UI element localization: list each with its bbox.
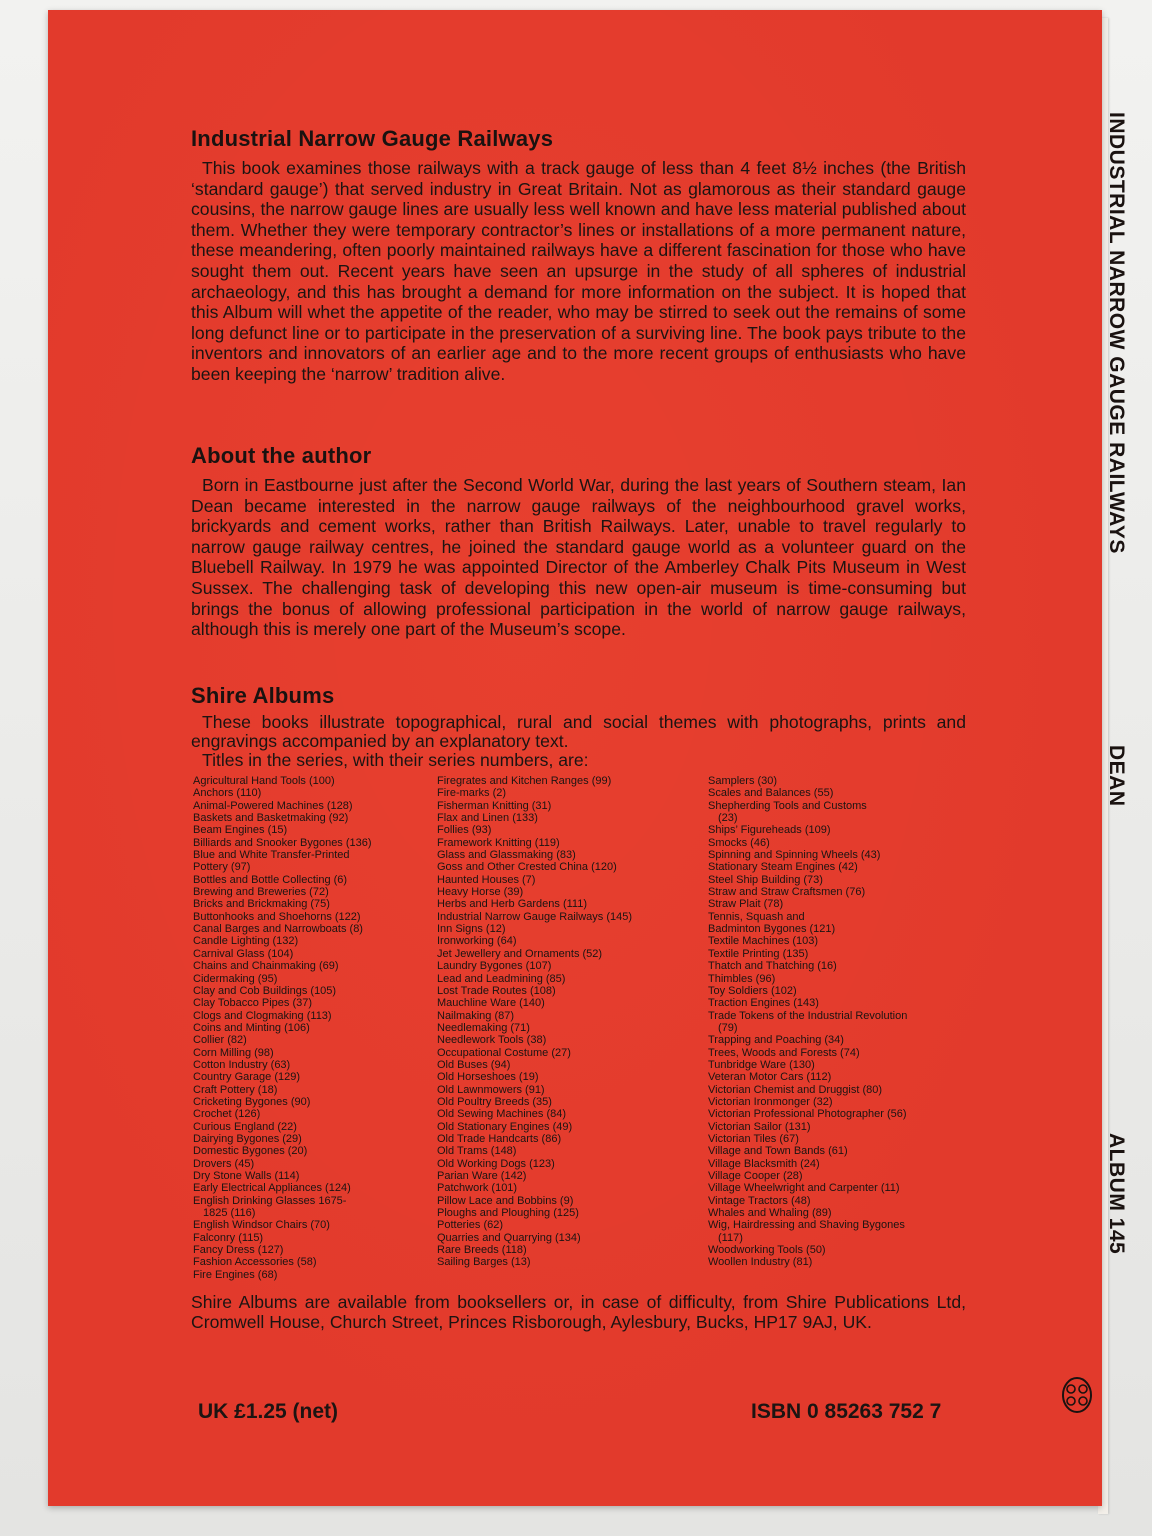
book-title-heading: Industrial Narrow Gauge Railways	[191, 126, 554, 151]
series-title-item: Candle Lighting (132)	[193, 935, 299, 948]
series-title-item: Old Poultry Breeds (35)	[437, 1095, 552, 1108]
series-title-item: Cotton Industry (63)	[193, 1058, 291, 1071]
series-title-item: Ironworking (64)	[437, 935, 517, 948]
series-title-item: Trapping and Poaching (34)	[708, 1034, 844, 1047]
series-title-item: Coins and Minting (106)	[193, 1021, 310, 1034]
book-description-section	[191, 126, 966, 385]
series-title-item: Toy Soldiers (102)	[708, 984, 797, 997]
availability-note: Shire Albums are available from booksellers or, in case of difficulty, from Shire Publications Ltd, Cromwell House, Church Street, Princes Risborough, Aylesbury, Bucks, HP17 9AJ, UK.	[191, 1292, 966, 1332]
series-title-item: Shepherding Tools and Customs	[708, 799, 867, 812]
series-title-item: Drovers (45)	[193, 1157, 255, 1170]
series-title-item: Veteran Motor Cars (112)	[708, 1071, 832, 1084]
spine-author: DEAN	[1105, 745, 1128, 807]
series-title-item: Potteries (62)	[437, 1219, 504, 1232]
series-title-item: Industrial Narrow Gauge Railways (145)	[437, 910, 633, 923]
series-title-item: Fancy Dress (127)	[193, 1244, 284, 1257]
series-title-item: Spinning and Spinning Wheels (43)	[708, 849, 881, 862]
series-title-item: Curious England (22)	[193, 1120, 297, 1133]
isbn-label: ISBN 0 85263 752 7	[751, 1400, 942, 1423]
series-title-item: Corn Milling (98)	[193, 1046, 274, 1059]
series-title-item: Victorian Tiles (67)	[708, 1132, 799, 1145]
series-title-item: Vintage Tractors (48)	[708, 1194, 811, 1207]
series-title-item: Anchors (110)	[193, 787, 262, 800]
series-title-item: Old Working Dogs (123)	[437, 1157, 555, 1170]
series-title-item: Falconry (115)	[193, 1231, 264, 1244]
series-title-item: Textile Printing (135)	[708, 947, 809, 960]
series-title-item: Brewing and Breweries (72)	[193, 886, 329, 899]
series-title-item: Tunbridge Ware (130)	[708, 1058, 815, 1071]
spine-album-number: ALBUM 145	[1105, 1133, 1128, 1255]
series-title-item: Clay and Cob Buildings (105)	[193, 984, 337, 997]
author-heading: About the author	[191, 443, 372, 468]
series-heading: Shire Albums	[191, 683, 335, 708]
series-title-item: (117)	[718, 1231, 743, 1244]
series-title-item: Quarries and Quarrying (134)	[437, 1231, 581, 1244]
series-title-item: Traction Engines (143)	[708, 997, 819, 1010]
series-title-item: Trees, Woods and Forests (74)	[708, 1046, 860, 1059]
series-title-item: Sailing Barges (13)	[437, 1256, 531, 1269]
series-title-item: Billiards and Snooker Bygones (136)	[193, 836, 372, 849]
series-title-item: Chains and Chainmaking (69)	[193, 960, 339, 973]
series-title-item: Rare Breeds (118)	[437, 1244, 527, 1257]
series-title-item: Bottles and Bottle Collecting (6)	[193, 873, 348, 886]
series-title-item: Country Garage (129)	[193, 1071, 300, 1084]
series-title-item: Dry Stone Walls (114)	[193, 1170, 300, 1182]
series-title-item: Straw and Straw Craftsmen (76)	[708, 886, 866, 899]
book-back-cover	[48, 10, 1102, 1506]
series-title-item: Carnival Glass (104)	[193, 947, 294, 960]
book-description: This book examines those railways with a track gauge of less than 4 feet 8½ inches (the British ‘standard gauge’) that served industry in Great Britain. Not as glamorous as their standard gauge cousins, the narrow gauge lines are usually less well known and have less material published about them. Whether they were temporary contractor’s lines or installations of a more permanent nature, these meandering, often poorly maintained railways have a different fascination for those who have sought them out. Recent years have seen an upsurge in the study of all spheres of industrial archaeology, and this has brought a demand for more information on the subject. It is hoped that this Album will whet the appetite of the reader, who may be stirred to seek out the remains of some long defunct line or to participate in the preservation of a surviving line. The book pays tribute to the inventors and innovators of an earlier age and to the more recent groups of enthusiasts who have been keeping the ‘narrow’ tradition alive.	[191, 158, 966, 384]
series-title-item: Firegrates and Kitchen Ranges (99)	[437, 775, 612, 787]
series-title-item: Mauchline Ware (140)	[437, 997, 545, 1010]
series-title-item: Fire-marks (2)	[437, 787, 507, 800]
titles-intro: Titles in the series, with their series numbers, are:	[202, 750, 589, 770]
author-section	[191, 443, 966, 640]
series-title-item: Fire Engines (68)	[193, 1268, 278, 1281]
series-title-item: Jet Jewellery and Ornaments (52)	[437, 947, 603, 960]
series-title-item: Collier (82)	[193, 1034, 247, 1047]
series-title-item: Whales and Whaling (89)	[708, 1207, 832, 1220]
series-title-item: Fashion Accessories (58)	[193, 1256, 317, 1269]
series-title-item: Flax and Linen (133)	[437, 812, 538, 825]
series-title-item: Clay Tobacco Pipes (37)	[193, 997, 313, 1010]
series-title-item: Herbs and Herb Gardens (111)	[437, 898, 587, 911]
series-title-item: Occupational Costume (27)	[437, 1046, 571, 1059]
series-title-item: Heavy Horse (39)	[437, 886, 524, 899]
series-title-item: Lost Trade Routes (108)	[437, 984, 556, 997]
author-bio: Born in Eastbourne just after the Second World War, during the last years of Southern steam, Ian Dean became interested in the narrow gauge railways of the neighbourhood gravel works, brickyards and cement works, rather than British Railways. Later, unable to travel regularly to narrow gauge railway centres, he joined the standard gauge world as a volunteer guard on the Bluebell Railway. In 1979 he was appointed Director of the Amberley Chalk Pits Museum in West Sussex. The challenging task of developing this new open-air museum is time-consuming but brings the bonus of allowing professional participation in the world of narrow gauge railways, although this is merely one part of the Museum’s scope.	[191, 475, 966, 640]
series-title-item: Glass and Glassmaking (83)	[437, 849, 576, 862]
series-title-item: Thatch and Thatching (16)	[708, 960, 837, 973]
series-title-item: Victorian Chemist and Druggist (80)	[708, 1083, 883, 1096]
series-title-item: Blue and White Transfer-Printed	[193, 849, 350, 862]
titles-column-1	[193, 775, 372, 1281]
series-title-item: Victorian Ironmonger (32)	[708, 1095, 833, 1108]
spine-title: INDUSTRIAL NARROW GAUGE RAILWAYS	[1105, 112, 1128, 554]
series-title-item: Ploughs and Ploughing (125)	[437, 1207, 579, 1220]
series-title-item: Follies (93)	[437, 824, 492, 837]
series-title-item: English Drinking Glasses 1675-	[193, 1194, 347, 1207]
series-title-item: Village Blacksmith (24)	[708, 1157, 820, 1170]
series-title-item: Trade Tokens of the Industrial Revolution	[708, 1009, 908, 1022]
series-title-item: Lead and Leadmining (85)	[437, 972, 566, 985]
series-title-item: Goss and Other Crested China (120)	[437, 861, 617, 874]
series-title-item: (79)	[718, 1021, 738, 1034]
series-title-item: Domestic Bygones (20)	[193, 1145, 308, 1158]
series-title-item: Beam Engines (15)	[193, 824, 288, 837]
series-title-item: Ships’ Figureheads (109)	[708, 824, 831, 837]
series-title-item: Old Trade Handcarts (86)	[437, 1132, 562, 1145]
series-section	[191, 683, 966, 770]
titles-column-3	[708, 775, 907, 1269]
series-title-item: Village Cooper (28)	[708, 1170, 803, 1182]
series-title-item: Animal-Powered Machines (128)	[193, 799, 353, 812]
shire-logo-icon	[1060, 1375, 1094, 1415]
series-title-item: Textile Machines (103)	[708, 935, 819, 948]
series-title-item: (23)	[718, 812, 738, 825]
series-title-item: Agricultural Hand Tools (100)	[193, 775, 335, 787]
series-title-item: Buttonhooks and Shoehorns (122)	[193, 910, 361, 923]
series-title-item: Village and Town Bands (61)	[708, 1145, 848, 1158]
series-title-item: Bricks and Brickmaking (75)	[193, 898, 330, 911]
series-title-item: Craft Pottery (18)	[193, 1083, 278, 1096]
series-title-item: Victorian Sailor (131)	[708, 1120, 811, 1133]
series-title-item: Pillow Lace and Bobbins (9)	[437, 1194, 574, 1207]
series-title-item: Needlework Tools (38)	[437, 1034, 547, 1047]
series-title-item: Old Lawnmowers (91)	[437, 1083, 545, 1096]
series-title-item: Smocks (46)	[708, 836, 770, 849]
series-title-item: Dairying Bygones (29)	[193, 1132, 302, 1145]
series-title-item: Straw Plait (78)	[708, 898, 784, 911]
series-title-item: Fisherman Knitting (31)	[437, 799, 552, 812]
series-title-item: Old Trams (148)	[437, 1145, 517, 1158]
series-title-item: Wig, Hairdressing and Shaving Bygones	[708, 1219, 905, 1232]
series-title-item: Old Horseshoes (19)	[437, 1071, 539, 1084]
series-title-item: Canal Barges and Narrowboats (8)	[193, 923, 363, 936]
series-title-item: Samplers (30)	[708, 775, 778, 787]
series-title-item: Patchwork (101)	[437, 1182, 518, 1195]
titles-column-2	[437, 775, 632, 1269]
series-title-item: Laundry Bygones (107)	[437, 960, 552, 973]
series-title-item: Village Wheelwright and Carpenter (11)	[708, 1182, 900, 1195]
series-title-item: Woodworking Tools (50)	[708, 1244, 826, 1257]
series-title-item: Cidermaking (95)	[193, 972, 278, 985]
series-title-item: Framework Knitting (119)	[437, 836, 560, 849]
price-label: UK £1.25 (net)	[198, 1400, 339, 1423]
availability-section	[191, 1292, 966, 1332]
series-title-item: Haunted Houses (7)	[437, 873, 536, 886]
series-title-item: Scales and Balances (55)	[708, 787, 834, 800]
series-intro: These books illustrate topographical, rural and social themes with photographs, prints and engravings accompanied by an explanatory text.	[191, 712, 966, 751]
series-title-item: Clogs and Clogmaking (113)	[193, 1009, 332, 1022]
series-title-item: Old Sewing Machines (84)	[437, 1108, 567, 1121]
series-title-item: Victorian Professional Photographer (56)	[708, 1108, 907, 1121]
series-title-item: Crochet (126)	[193, 1108, 261, 1121]
series-title-item: Early Electrical Appliances (124)	[193, 1182, 351, 1195]
series-title-item: Needlemaking (71)	[437, 1021, 530, 1034]
series-title-item: Steel Ship Building (73)	[708, 873, 823, 886]
series-title-item: Tennis, Squash and	[708, 910, 805, 923]
series-title-item: Parian Ware (142)	[437, 1170, 527, 1182]
series-title-item: Inn Signs (12)	[437, 923, 506, 936]
series-title-item: Pottery (97)	[193, 861, 251, 874]
series-title-item: English Windsor Chairs (70)	[193, 1219, 330, 1232]
series-title-item: Old Buses (94)	[437, 1058, 511, 1071]
series-title-item: 1825 (116)	[203, 1207, 256, 1220]
series-title-item: Woollen Industry (81)	[708, 1256, 813, 1269]
series-title-item: Baskets and Basketmaking (92)	[193, 812, 349, 825]
series-title-item: Old Stationary Engines (49)	[437, 1120, 573, 1133]
series-title-item: Cricketing Bygones (90)	[193, 1095, 311, 1108]
series-title-item: Stationary Steam Engines (42)	[708, 861, 858, 874]
series-title-item: Thimbles (96)	[708, 972, 776, 985]
series-title-item: Badminton Bygones (121)	[708, 923, 836, 936]
series-title-item: Nailmaking (87)	[437, 1009, 515, 1022]
